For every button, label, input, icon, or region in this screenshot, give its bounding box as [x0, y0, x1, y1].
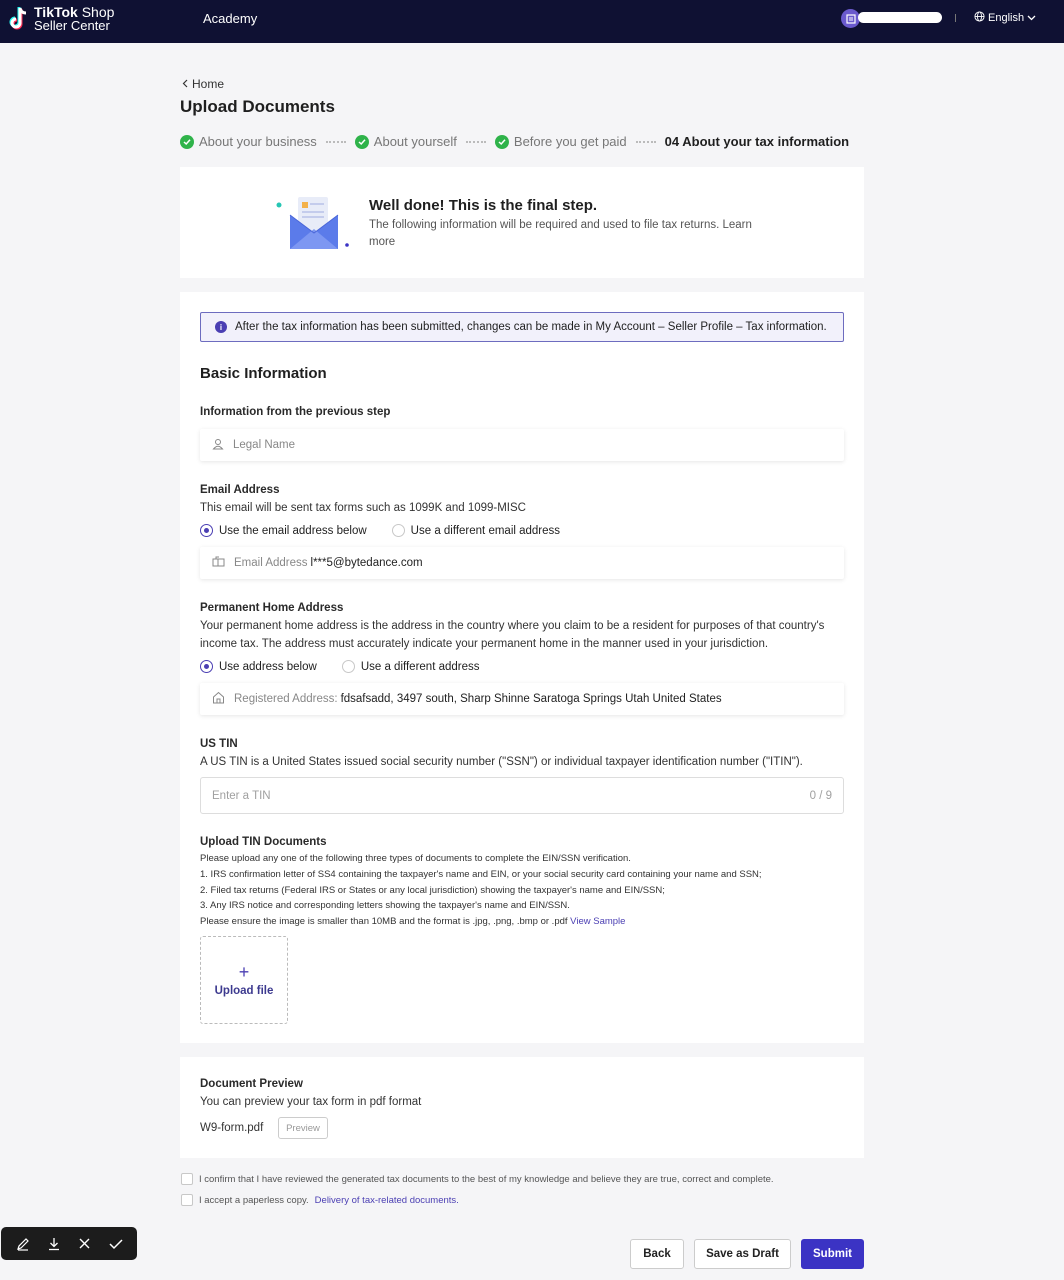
email-field-label: Email Address: [234, 557, 308, 569]
language-label: English: [988, 12, 1025, 24]
tin-help-text: A US TIN is a United States issued social security number ("SSN") or individual taxpayer identification number ("ITIN").: [200, 756, 803, 768]
info-banner: [200, 312, 844, 342]
tin-section-label: US TIN: [200, 738, 238, 750]
home-icon: [212, 691, 225, 707]
email-help-text: This email will be sent tax forms such as 1099K and 1099-MISC: [200, 502, 526, 514]
tin-input[interactable]: [200, 777, 844, 814]
tax-documents-delivery-link[interactable]: Delivery of tax-related documents.: [314, 1194, 459, 1206]
document-preview-help: You can preview your tax form in pdf format: [200, 1096, 422, 1108]
upload-file-label: Upload file: [214, 985, 274, 997]
chevron-down-icon: [1027, 12, 1036, 24]
radio-use-different-email[interactable]: [392, 524, 560, 537]
tin-placeholder: Enter a TIN: [212, 789, 271, 802]
step-about-yourself: [355, 134, 457, 149]
step-connector: [326, 141, 346, 143]
submit-button[interactable]: Submit: [801, 1239, 864, 1269]
preview-file-name: W9-form.pdf: [200, 1122, 264, 1134]
address-field-label: Registered Address:: [234, 693, 338, 705]
pencil-icon[interactable]: [15, 1236, 31, 1252]
legal-name-field: [200, 429, 844, 461]
brand-subtitle: Seller Center: [34, 18, 110, 33]
radio-label: Use a different email address: [410, 524, 561, 537]
radio-unselected-icon[interactable]: [342, 660, 355, 673]
radio-label: Use the email address below: [219, 524, 367, 537]
preview-button[interactable]: Preview: [278, 1117, 328, 1139]
divider: [955, 14, 956, 22]
step-before-paid: [495, 134, 627, 149]
brand-name: TikTok: [34, 4, 78, 20]
back-home-label: Home: [192, 77, 225, 91]
paperless-consent-row: [181, 1194, 459, 1206]
chevron-left-icon: [182, 77, 188, 91]
tin-documents-label: Upload TIN Documents: [200, 836, 327, 848]
radio-use-email-below[interactable]: [200, 524, 367, 537]
back-home-link[interactable]: [182, 77, 224, 91]
step-tax-information: [665, 134, 849, 149]
language-selector[interactable]: [974, 11, 1036, 25]
paperless-consent-text: I accept a paperless copy.: [199, 1194, 309, 1206]
radio-use-different-address[interactable]: [342, 660, 480, 673]
radio-label: Use address below: [219, 660, 317, 673]
redacted-account-name: [858, 12, 942, 23]
step-label: Before you get paid: [513, 134, 627, 149]
section-title-basic-information: Basic Information: [200, 365, 327, 382]
back-button[interactable]: Back: [630, 1239, 684, 1269]
close-icon[interactable]: [77, 1236, 93, 1252]
tin-documents-instructions: [200, 851, 762, 930]
radio-selected-icon[interactable]: [200, 660, 213, 673]
progress-steps: [180, 134, 849, 149]
confirm-checkbox[interactable]: [181, 1173, 193, 1185]
upload-file-button[interactable]: [200, 936, 288, 1024]
step-connector: [636, 141, 656, 143]
instruction-line: 2. Filed tax returns (Federal IRS or States or any local jurisdiction) showing the taxpayer's name and EIN/SSN;: [200, 884, 665, 896]
email-section-label: Email Address: [200, 484, 280, 496]
nav-academy-link[interactable]: Academy: [203, 11, 258, 26]
email-radio-group: [200, 524, 585, 537]
view-sample-link[interactable]: View Sample: [570, 916, 626, 928]
tiktok-logo-icon: [8, 5, 30, 33]
user-icon: [212, 438, 224, 453]
address-field-value: fdsafsadd, 3497 south, Sharp Shinne Saratoga Springs Utah United States: [340, 693, 722, 705]
instruction-line: Please upload any one of the following three types of documents to complete the EIN/SSN verification.: [200, 853, 631, 864]
radio-use-address-below[interactable]: [200, 660, 317, 673]
email-field-value: l***5@bytedance.com: [310, 557, 423, 569]
tin-character-counter: 0 / 9: [809, 789, 832, 802]
step-label: About yourself: [373, 134, 457, 149]
save-as-draft-button[interactable]: Save as Draft: [694, 1239, 791, 1269]
check-circle-icon: [355, 135, 369, 149]
registered-address-field: [200, 683, 844, 715]
plus-icon: +: [238, 962, 250, 982]
tax-form-card: [180, 292, 864, 1043]
address-section-label: Permanent Home Address: [200, 602, 344, 614]
envelope-illustration-icon: [276, 195, 350, 251]
info-icon: i: [215, 321, 227, 333]
tiktok-shop-logo[interactable]: [8, 5, 114, 33]
document-preview-card: [180, 1057, 864, 1158]
radio-selected-icon[interactable]: [200, 524, 213, 537]
instruction-line: 1. IRS confirmation letter of SS4 containing the taxpayer's name and EIN, or your social security card containing your name and SSN;: [200, 868, 762, 880]
legal-name-label: Legal Name: [233, 439, 296, 451]
address-radio-group: [200, 660, 505, 673]
mailbox-icon: [212, 556, 225, 571]
document-preview-title: Document Preview: [200, 1078, 303, 1090]
instruction-line: [200, 914, 762, 930]
brand-shop: Shop: [81, 4, 115, 20]
file-requirements-text: Please ensure the image is smaller than 10MB and the format is .jpg, .png, .bmp or .pdf: [200, 916, 568, 928]
hero-title: Well done! This is the final step.: [369, 197, 598, 214]
final-step-card: [180, 167, 864, 278]
floating-annotation-toolbar: [1, 1227, 137, 1260]
paperless-checkbox[interactable]: [181, 1194, 193, 1206]
check-circle-icon: [495, 135, 509, 149]
check-circle-icon: [180, 135, 194, 149]
confirm-consent-row: [181, 1173, 774, 1185]
download-icon[interactable]: [46, 1236, 62, 1252]
previous-step-label: Information from the previous step: [200, 406, 391, 418]
globe-icon: [974, 11, 985, 25]
step-label: 04 About your tax information: [664, 134, 850, 149]
confirm-consent-text: I confirm that I have reviewed the generated tax documents to the best of my knowledge and believe they are true, correct and complete.: [199, 1173, 774, 1185]
email-address-field: [200, 547, 844, 579]
step-about-business: [180, 134, 317, 149]
radio-unselected-icon[interactable]: [392, 524, 405, 537]
address-help-text: Your permanent home address is the address in the country where you claim to be a resident for purposes of that country's income tax. The address must accurately indicate your permanent home in the manner used in your jurisdiction.: [200, 620, 825, 650]
page-title: Upload Documents: [180, 97, 335, 116]
step-connector: [466, 141, 486, 143]
checkmark-icon[interactable]: [108, 1236, 124, 1252]
hero-description: The following information will be required and used to file tax returns. Learn more: [369, 219, 752, 248]
info-banner-text: After the tax information has been submitted, changes can be made in My Account – Seller Profile – Tax information.: [235, 321, 827, 333]
instruction-line: 3. Any IRS notice and corresponding letters showing the taxpayer's name and EIN/SSN.: [200, 900, 570, 912]
radio-label: Use a different address: [360, 660, 480, 673]
top-navigation-bar: [0, 0, 1064, 43]
step-label: About your business: [199, 134, 317, 149]
